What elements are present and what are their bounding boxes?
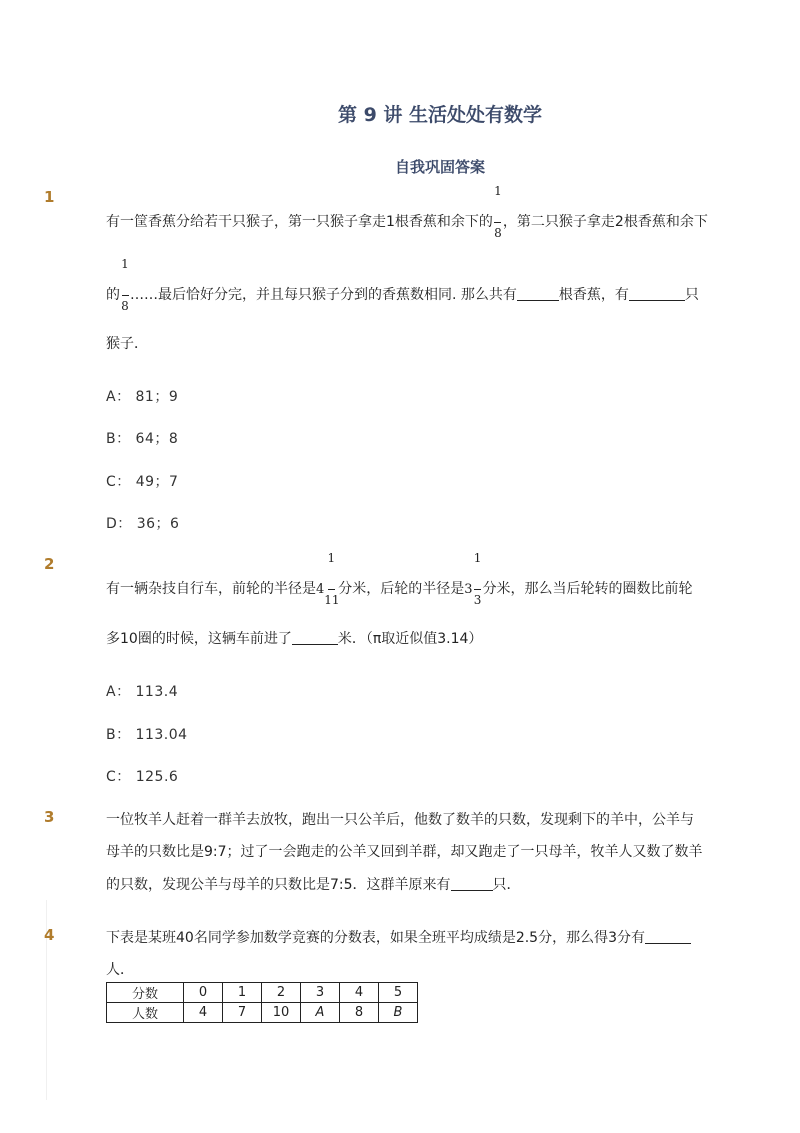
table-cell: 7 [223, 1003, 262, 1023]
question-2-line-1 [106, 551, 693, 607]
fraction-numerator: 1 [327, 551, 336, 565]
answer-blank[interactable] [292, 630, 338, 645]
text: ……最后恰好分完，并且每只猴子分到的香蕉数相同. 那么共有 [130, 287, 517, 303]
question-3-line-2: 母羊的只数比是9:7；过了一会跑走的公羊又回到羊群，却又跑走了一只母羊，牧羊人又数了数羊 [106, 844, 703, 860]
option-a[interactable]: A： 81；9 [106, 389, 179, 405]
table-cell: 4 [184, 1003, 223, 1023]
question-2-line-2 [106, 628, 482, 648]
option-c[interactable]: C： 125.6 [106, 769, 179, 785]
fraction-numerator: 1 [121, 257, 129, 271]
fraction-denominator: 3 [473, 593, 482, 607]
score-table [106, 982, 418, 1023]
fraction-numerator: 1 [473, 551, 482, 565]
table-cell: 5 [379, 983, 418, 1003]
table-cell: 8 [340, 1003, 379, 1023]
question-4-line-2: 人． [106, 962, 134, 978]
option-b[interactable]: B： 113.04 [106, 727, 188, 743]
text: 有一筐香蕉分给若干只猴子，第一只猴子拿走1根香蕉和余下的 [106, 214, 493, 230]
answer-blank[interactable] [451, 876, 493, 891]
fraction-1-11 [324, 551, 340, 607]
table-cell: A [301, 1003, 340, 1023]
text: ，第二只猴子拿走2根香蕉和余下 [502, 214, 708, 230]
table-cell: 3 [301, 983, 340, 1003]
table-cell: B [379, 1003, 418, 1023]
text: 分米，那么当后轮转的圈数比前轮 [482, 581, 693, 597]
fraction-1-8 [120, 257, 130, 313]
table-row [107, 983, 418, 1003]
question-1-line-3: 猴子． [106, 336, 148, 352]
answer-blank[interactable] [517, 286, 559, 301]
question-2-number: 2 [44, 555, 55, 573]
table-cell: 分数 [107, 983, 184, 1003]
table-row [107, 1003, 418, 1023]
table-cell: 10 [262, 1003, 301, 1023]
question-1-line-1 [106, 184, 708, 240]
fraction-1-3 [473, 551, 483, 607]
table-cell: 人数 [107, 1003, 184, 1023]
fraction-denominator: 8 [494, 226, 502, 240]
table-cell: 0 [184, 983, 223, 1003]
whole-number: 4 [316, 582, 325, 597]
table-cell: 1 [223, 983, 262, 1003]
table-cell: 4 [340, 983, 379, 1003]
fraction-1-8 [493, 184, 503, 240]
question-4-line-1 [106, 927, 691, 947]
text: 有一辆杂技自行车，前轮的半径是 [106, 581, 316, 597]
question-1-number: 1 [44, 188, 55, 206]
table-cell: 2 [262, 983, 301, 1003]
option-d[interactable]: D： 36；6 [106, 516, 180, 532]
option-c[interactable]: C： 49；7 [106, 474, 179, 490]
whole-number: 3 [464, 582, 473, 597]
text: 的 [106, 287, 120, 303]
fraction-denominator: 8 [121, 299, 129, 313]
text: 只 [684, 287, 699, 303]
fraction-numerator: 1 [494, 184, 502, 198]
page-title: 第 9 讲 生活处处有数学 [337, 104, 543, 126]
fraction-bar [474, 589, 481, 590]
question-3-line-1: 一位牧羊人赶着一群羊去放牧，跑出一只公羊后，他数了数羊的只数，发现剩下的羊中，公羊与 [106, 812, 694, 828]
fraction-bar [494, 222, 501, 223]
fraction-bar [122, 295, 129, 296]
option-b[interactable]: B： 64；8 [106, 431, 179, 447]
question-3-number: 3 [44, 808, 55, 826]
text: 的只数，发现公羊与母羊的只数比是7:5．这群羊原来有 [106, 877, 451, 893]
page-subtitle: 自我巩固答案 [394, 158, 485, 176]
answer-blank[interactable] [629, 286, 685, 301]
text: 多10圈的时候，这辆车前进了 [106, 631, 292, 647]
text: 只． [492, 877, 521, 893]
question-3-line-3 [106, 874, 521, 894]
option-a[interactable]: A： 113.4 [106, 684, 179, 700]
text: 分米，后轮的半径是 [338, 581, 465, 597]
question-4-number: 4 [44, 926, 55, 944]
text: 米．（π取近似值3.14） [337, 631, 483, 647]
text: 下表是某班40名同学参加数学竞赛的分数表，如果全班平均成绩是2.5分，那么得3分有 [106, 930, 645, 946]
text: 根香蕉，有 [558, 287, 629, 303]
question-1-line-2 [106, 257, 699, 313]
fraction-denominator: 11 [324, 593, 340, 607]
fraction-bar [328, 589, 335, 590]
answer-blank[interactable] [645, 929, 691, 944]
